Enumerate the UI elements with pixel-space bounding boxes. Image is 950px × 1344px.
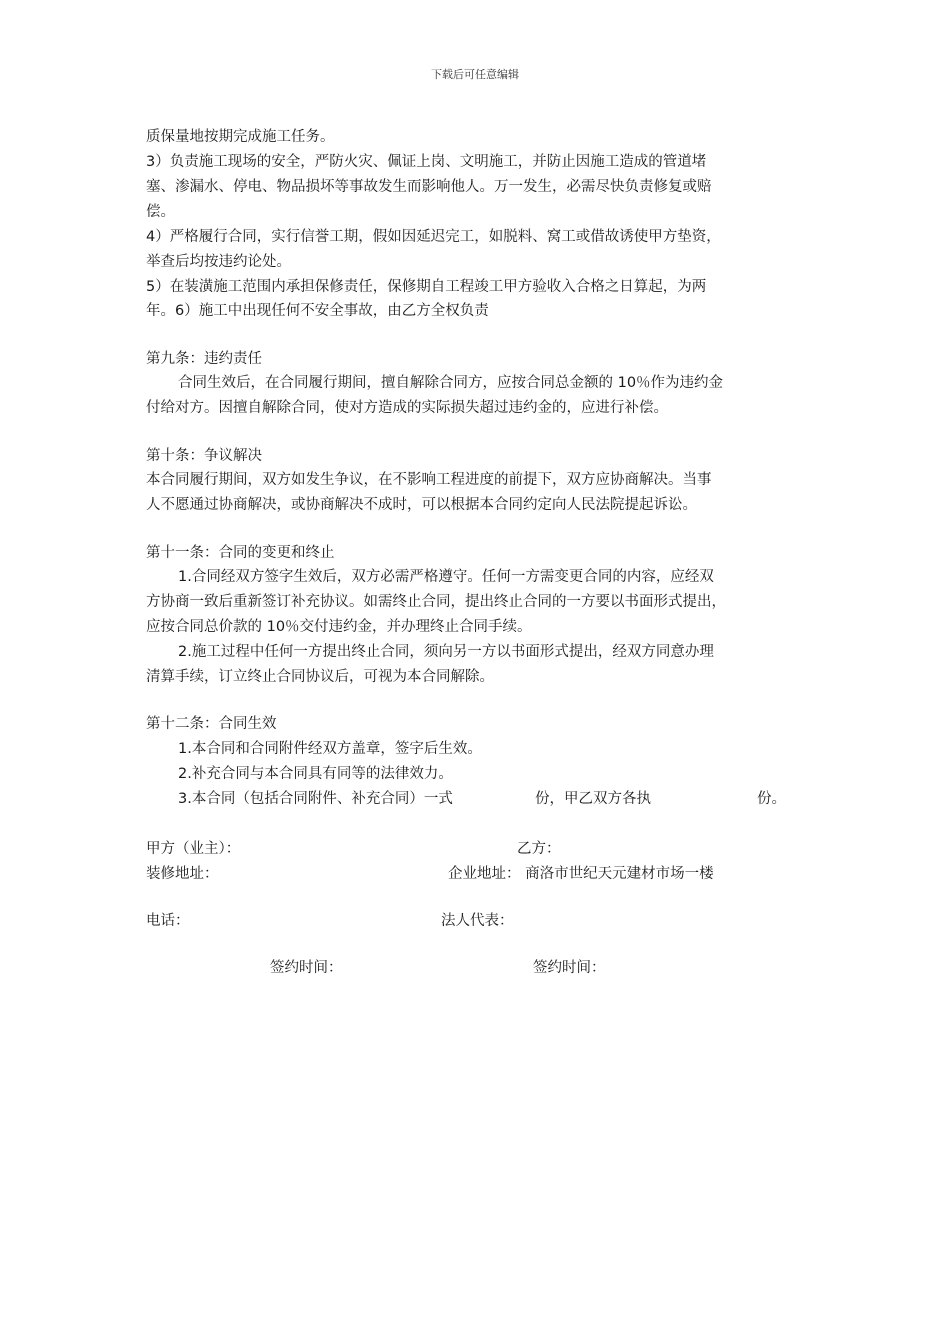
text-line: 应按合同总价款的 10％交付违约金，并办理终止合同手续。 <box>146 619 532 635</box>
company-address: 企业地址： 商洛市世纪天元建材市场一楼 <box>448 866 714 882</box>
sign-time-b-label: 签约时间： <box>533 960 606 976</box>
party-a-label: 甲方（业主）： <box>146 841 241 857</box>
text-line: 塞、渗漏水、停电、物品损坏等事故发生而影响他人。万一发生，必需尽快负责修复或赔 <box>146 179 712 195</box>
text-fragment: 份，甲乙双方各执 <box>535 791 651 807</box>
text-line: 1.合同经双方签字生效后，双方必需严格遵守。任何一方需变更合同的内容，应经双 <box>178 569 714 585</box>
text-line: 4）严格履行合同，实行信誉工期，假如因延迟完工，如脱料、窝工或借故诱使甲方垫资， <box>146 229 721 245</box>
text-line: 2.施工过程中任何一方提出终止合同，须向另一方以书面形式提出，经双方同意办理 <box>178 644 714 660</box>
text-line: 3）负责施工现场的安全，严防火灾、佩证上岗、文明施工，并防止因施工造成的管道堵 <box>146 154 707 170</box>
party-b-label: 乙方： <box>517 841 561 857</box>
text-line: 人不愿通过协商解决，或协商解决不成时，可以根据本合同约定向人民法院提起诉讼。 <box>146 497 697 513</box>
text-line: 年。6）施工中出现任何不安全事故，由乙方全权负责 <box>146 303 489 319</box>
article-heading: 第十一条：合同的变更和终止 <box>146 545 335 561</box>
text-line: 5）在装潢施工范围内承担保修责任，保修期自工程竣工甲方验收入合格之日算起，为两 <box>146 279 707 295</box>
decor-address-label: 装修地址： <box>146 866 219 882</box>
page-header: 下载后可任意编辑 <box>431 68 519 81</box>
text-line: 质保量地按期完成施工任务。 <box>146 129 335 145</box>
text-line: 举查后均按违约论处。 <box>146 254 291 270</box>
article-heading: 第十条：争议解决 <box>146 448 262 464</box>
text-line: 清算手续，订立终止合同协议后，可视为本合同解除。 <box>146 669 494 685</box>
text-line: 本合同履行期间，双方如发生争议，在不影响工程进度的前提下，双方应协商解决。当事 <box>146 472 712 488</box>
sign-time-a-label: 签约时间： <box>270 960 343 976</box>
phone-label: 电话： <box>146 913 190 929</box>
text-line: 付给对方。因擅自解除合同，使对方造成的实际损失超过违约金的，应进行补偿。 <box>146 400 668 416</box>
text-line: 合同生效后，在合同履行期间，擅自解除合同方，应按合同总金额的 10％作为违约金 <box>178 375 724 391</box>
text-line: 2.补充合同与本合同具有同等的法律效力。 <box>178 766 453 782</box>
text-line: 1.本合同和合同附件经双方盖章，签字后生效。 <box>178 741 482 757</box>
article-heading: 第九条：违约责任 <box>146 351 262 367</box>
legal-rep-label: 法人代表： <box>441 913 514 929</box>
article-heading: 第十二条：合同生效 <box>146 716 277 732</box>
text-fragment: 份。 <box>757 791 786 807</box>
text-line: 方协商一致后重新签订补充协议。如需终止合同，提出终止合同的一方要以书面形式提出， <box>146 594 726 610</box>
text-line: 3.本合同（包括合同附件、补充合同）一式 <box>178 791 453 807</box>
text-line: 偿。 <box>146 204 175 220</box>
